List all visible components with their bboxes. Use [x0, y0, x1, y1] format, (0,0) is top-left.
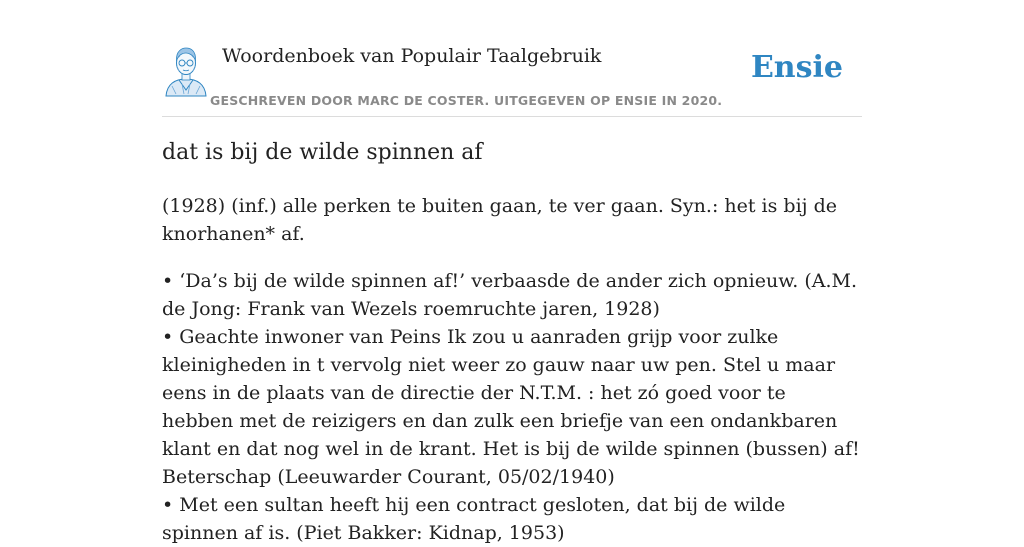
- header: [162, 0, 862, 117]
- page: [162, 0, 862, 544]
- quote-item: • ‘Da’s bij de wilde spinnen af!’ verbaasde de ander zich opnieuw. (A.M. de Jong: Frank van Wezels roemruchte jaren, 1928): [162, 270, 857, 320]
- quote-item: • Geachte inwoner van Peins Ik zou u aanraden grijp voor zulke kleinigheden in t vervolg niet weer zo gauw naar uw pen. Stel u maar eens in de plaats van de directie der N.T.M. : het zó goed voor te hebben met de reizigers en dan zulk een briefje van een ondankbaren klant en dat nog wel in de krant. Het is bij de wilde spinnen (bussen) af! Beterschap (Leeuwarder Courant, 05/02/1940): [162, 326, 860, 488]
- entry-definition: (1928) (inf.) alle perken te buiten gaan, te ver gaan. Syn.: het is bij de knorhanen* af.: [162, 195, 837, 245]
- quote-item: • Met een sultan heeft hij een contract gesloten, dat bij de wilde spinnen af is. (Piet Bakker: Kidnap, 1953): [162, 494, 786, 544]
- author-portrait-icon[interactable]: [164, 46, 208, 96]
- entry-title: dat is bij de wilde spinnen af: [162, 140, 483, 165]
- book-title[interactable]: Woordenboek van Populair Taalgebruik: [222, 45, 602, 67]
- entry-quotes: [162, 267, 862, 547]
- ensie-logo[interactable]: Ensie: [750, 50, 843, 85]
- author-byline: GESCHREVEN DOOR MARC DE COSTER. UITGEGEVEN OP ENSIE IN 2020.: [210, 93, 723, 108]
